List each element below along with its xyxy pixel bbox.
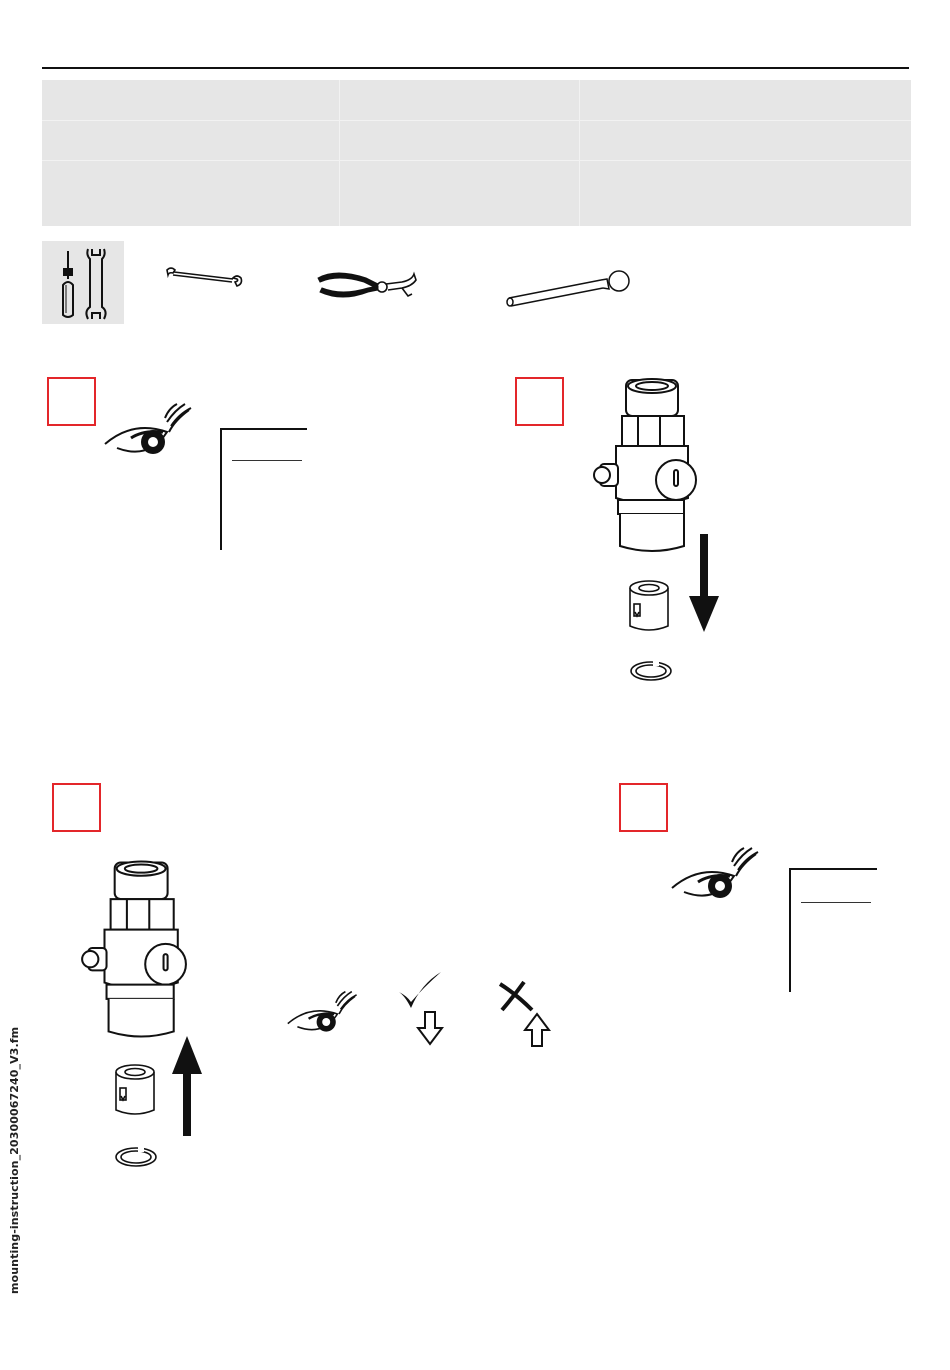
retaining-ring-illustration	[114, 1146, 158, 1168]
cartridge-insert-illustration	[112, 1062, 158, 1118]
header-rule	[42, 67, 909, 69]
eye-icon	[103, 402, 195, 462]
open-end-wrench-icon	[163, 264, 245, 288]
up-arrow-icon	[170, 1036, 204, 1136]
checkmark-icon	[397, 970, 443, 1012]
screwdriver-wrench-icon	[42, 241, 124, 324]
step-3-marker	[52, 783, 101, 832]
hollow-down-arrow-icon	[416, 1010, 444, 1046]
tools-icon-box	[42, 241, 124, 324]
valve-body-illustration	[588, 376, 700, 554]
cross-icon	[498, 980, 534, 1012]
circlip-pliers-icon	[316, 266, 420, 306]
extraction-rod-icon	[503, 262, 633, 310]
eye-icon	[285, 990, 361, 1038]
step-4-marker	[619, 783, 668, 832]
down-arrow-icon	[687, 534, 721, 634]
step-1-marker	[47, 377, 96, 426]
cartridge-insert-illustration	[626, 578, 672, 634]
step-1-info-bracket	[220, 428, 307, 550]
step-4-info-bracket	[789, 868, 877, 992]
retaining-ring-illustration	[629, 660, 673, 682]
valve-body-illustration	[76, 858, 190, 1040]
hollow-up-arrow-icon	[523, 1012, 551, 1048]
info-table	[42, 80, 911, 226]
footer-filename: mounting-instruction_20300067240_V3.fm	[8, 1026, 21, 1294]
step-2-marker	[515, 377, 564, 426]
eye-icon	[670, 846, 762, 906]
